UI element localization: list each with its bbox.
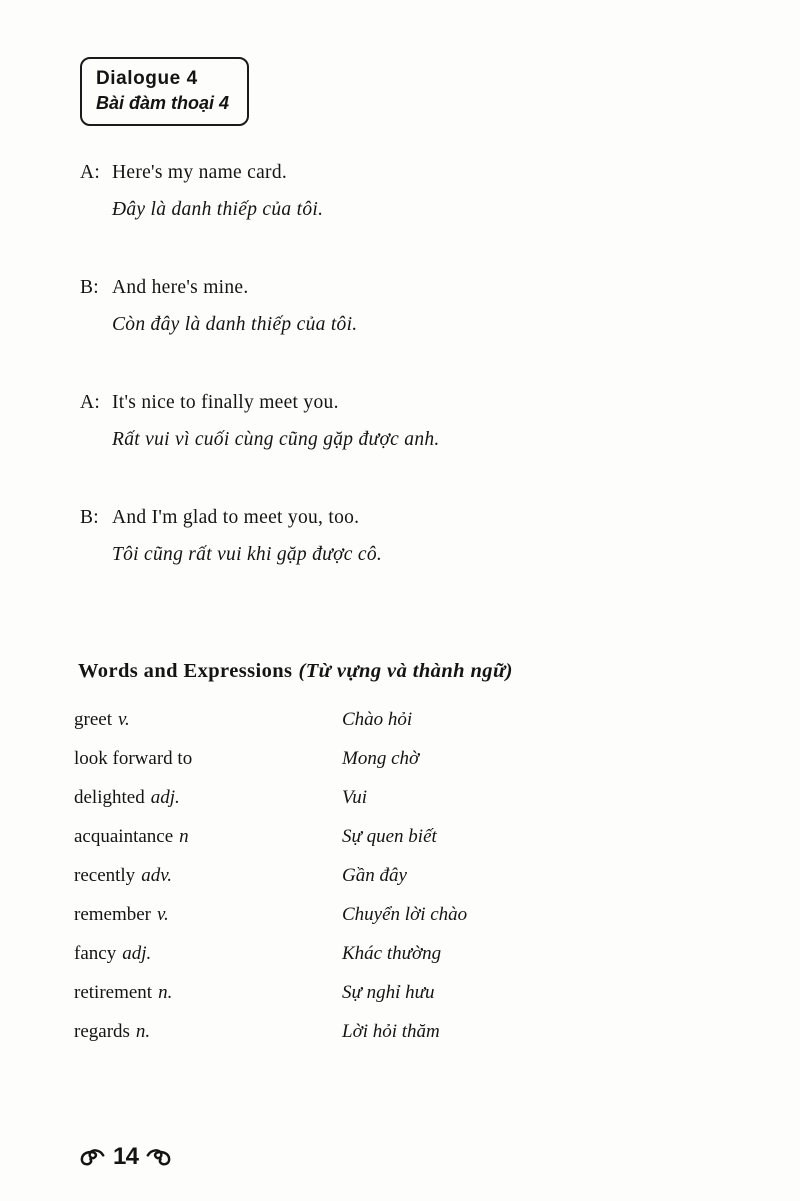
vocab-term-cell xyxy=(74,1021,342,1043)
page-footer xyxy=(72,1143,179,1171)
vocab-term-cell xyxy=(74,709,342,731)
vocab-row xyxy=(74,709,740,731)
english-line xyxy=(80,162,740,184)
dialogue-exchange xyxy=(80,162,740,221)
vietnamese-line: Tôi cũng rất vui khi gặp được cô. xyxy=(112,544,383,565)
vocab-pos: n. xyxy=(135,1021,151,1042)
vocab-term: recently xyxy=(74,865,136,886)
english-text: Here's my name card. xyxy=(112,162,288,183)
vocab-pos: adj. xyxy=(150,787,180,808)
vocab-row xyxy=(74,982,740,1004)
english-line xyxy=(80,507,740,529)
vocab-pos: v. xyxy=(157,904,169,925)
right-scroll-ornament-icon xyxy=(145,1147,179,1167)
vocab-term: remember xyxy=(74,904,152,925)
vocab-term-cell xyxy=(74,748,342,770)
english-text: And I'm glad to meet you, too. xyxy=(112,507,360,528)
dialogue-header-box xyxy=(80,57,249,126)
speaker-label: B: xyxy=(80,277,100,298)
vocab-row xyxy=(74,787,740,809)
vocab-translation: Mong chờ xyxy=(342,748,420,769)
vocab-row xyxy=(74,826,740,848)
vocab-term: fancy xyxy=(74,943,117,964)
dialogue-exchange xyxy=(80,277,740,336)
vocab-translation: Gần đây xyxy=(342,865,407,886)
vocab-pos: n xyxy=(179,826,189,847)
dialogue-exchange xyxy=(80,392,740,451)
vocab-row xyxy=(74,1021,740,1043)
dialogue-section xyxy=(80,162,740,566)
vocab-term: look forward to xyxy=(74,748,193,769)
vocab-row xyxy=(74,904,740,926)
vocab-term: delighted xyxy=(74,787,145,808)
vietnamese-line: Rất vui vì cuối cùng cũng gặp được anh. xyxy=(112,429,440,450)
vocab-pos: v. xyxy=(117,709,130,730)
english-text: And here's mine. xyxy=(112,277,249,298)
vocab-row xyxy=(74,943,740,965)
vocab-pos: n. xyxy=(158,982,173,1003)
vocab-translation: Chào hỏi xyxy=(342,709,413,730)
vietnamese-line: Đây là danh thiếp của tôi. xyxy=(112,199,324,220)
vocabulary-heading-english: Words and Expressions xyxy=(78,660,293,682)
vocab-translation: Vui xyxy=(342,787,367,808)
vocab-term-cell xyxy=(74,826,342,848)
vocab-term: greet xyxy=(74,709,112,730)
vocab-translation: Sự quen biết xyxy=(342,826,437,847)
speaker-label: A: xyxy=(80,392,101,413)
vocab-pos: adj. xyxy=(122,943,152,964)
vocab-translation: Lời hỏi thăm xyxy=(342,1021,440,1042)
dialogue-exchange xyxy=(80,507,740,566)
vocabulary-heading xyxy=(78,660,740,683)
vocab-row xyxy=(74,865,740,887)
vocab-term: acquaintance xyxy=(74,826,174,847)
vocab-term-cell xyxy=(74,943,342,965)
left-scroll-ornament-icon xyxy=(72,1147,106,1167)
dialogue-title: Dialogue 4 xyxy=(96,68,198,89)
speaker-label: B: xyxy=(80,507,100,528)
speaker-label: A: xyxy=(80,162,101,183)
vocab-term-cell xyxy=(74,904,342,926)
vocab-translation: Khác thường xyxy=(342,943,442,964)
vocab-pos: adv. xyxy=(141,865,172,886)
vocab-translation: Chuyển lời chào xyxy=(342,904,468,925)
vocab-translation: Sự nghỉ hưu xyxy=(342,982,435,1003)
vocab-row xyxy=(74,748,740,770)
page-number: 14 xyxy=(113,1143,139,1170)
vietnamese-line: Còn đây là danh thiếp của tôi. xyxy=(112,314,358,335)
vocab-term-cell xyxy=(74,982,342,1004)
vocab-term-cell xyxy=(74,865,342,887)
vocab-term-cell xyxy=(74,787,342,809)
english-line xyxy=(80,392,740,414)
vocabulary-section xyxy=(74,660,740,1043)
dialogue-subtitle: Bài đàm thoại 4 xyxy=(96,93,230,113)
vocabulary-heading-vietnamese: (Từ vựng và thành ngữ) xyxy=(298,660,513,682)
english-text: It's nice to finally meet you. xyxy=(112,392,339,413)
english-line xyxy=(80,277,740,299)
vocab-term: regards xyxy=(74,1021,130,1042)
vocab-term: retirement xyxy=(74,982,153,1003)
